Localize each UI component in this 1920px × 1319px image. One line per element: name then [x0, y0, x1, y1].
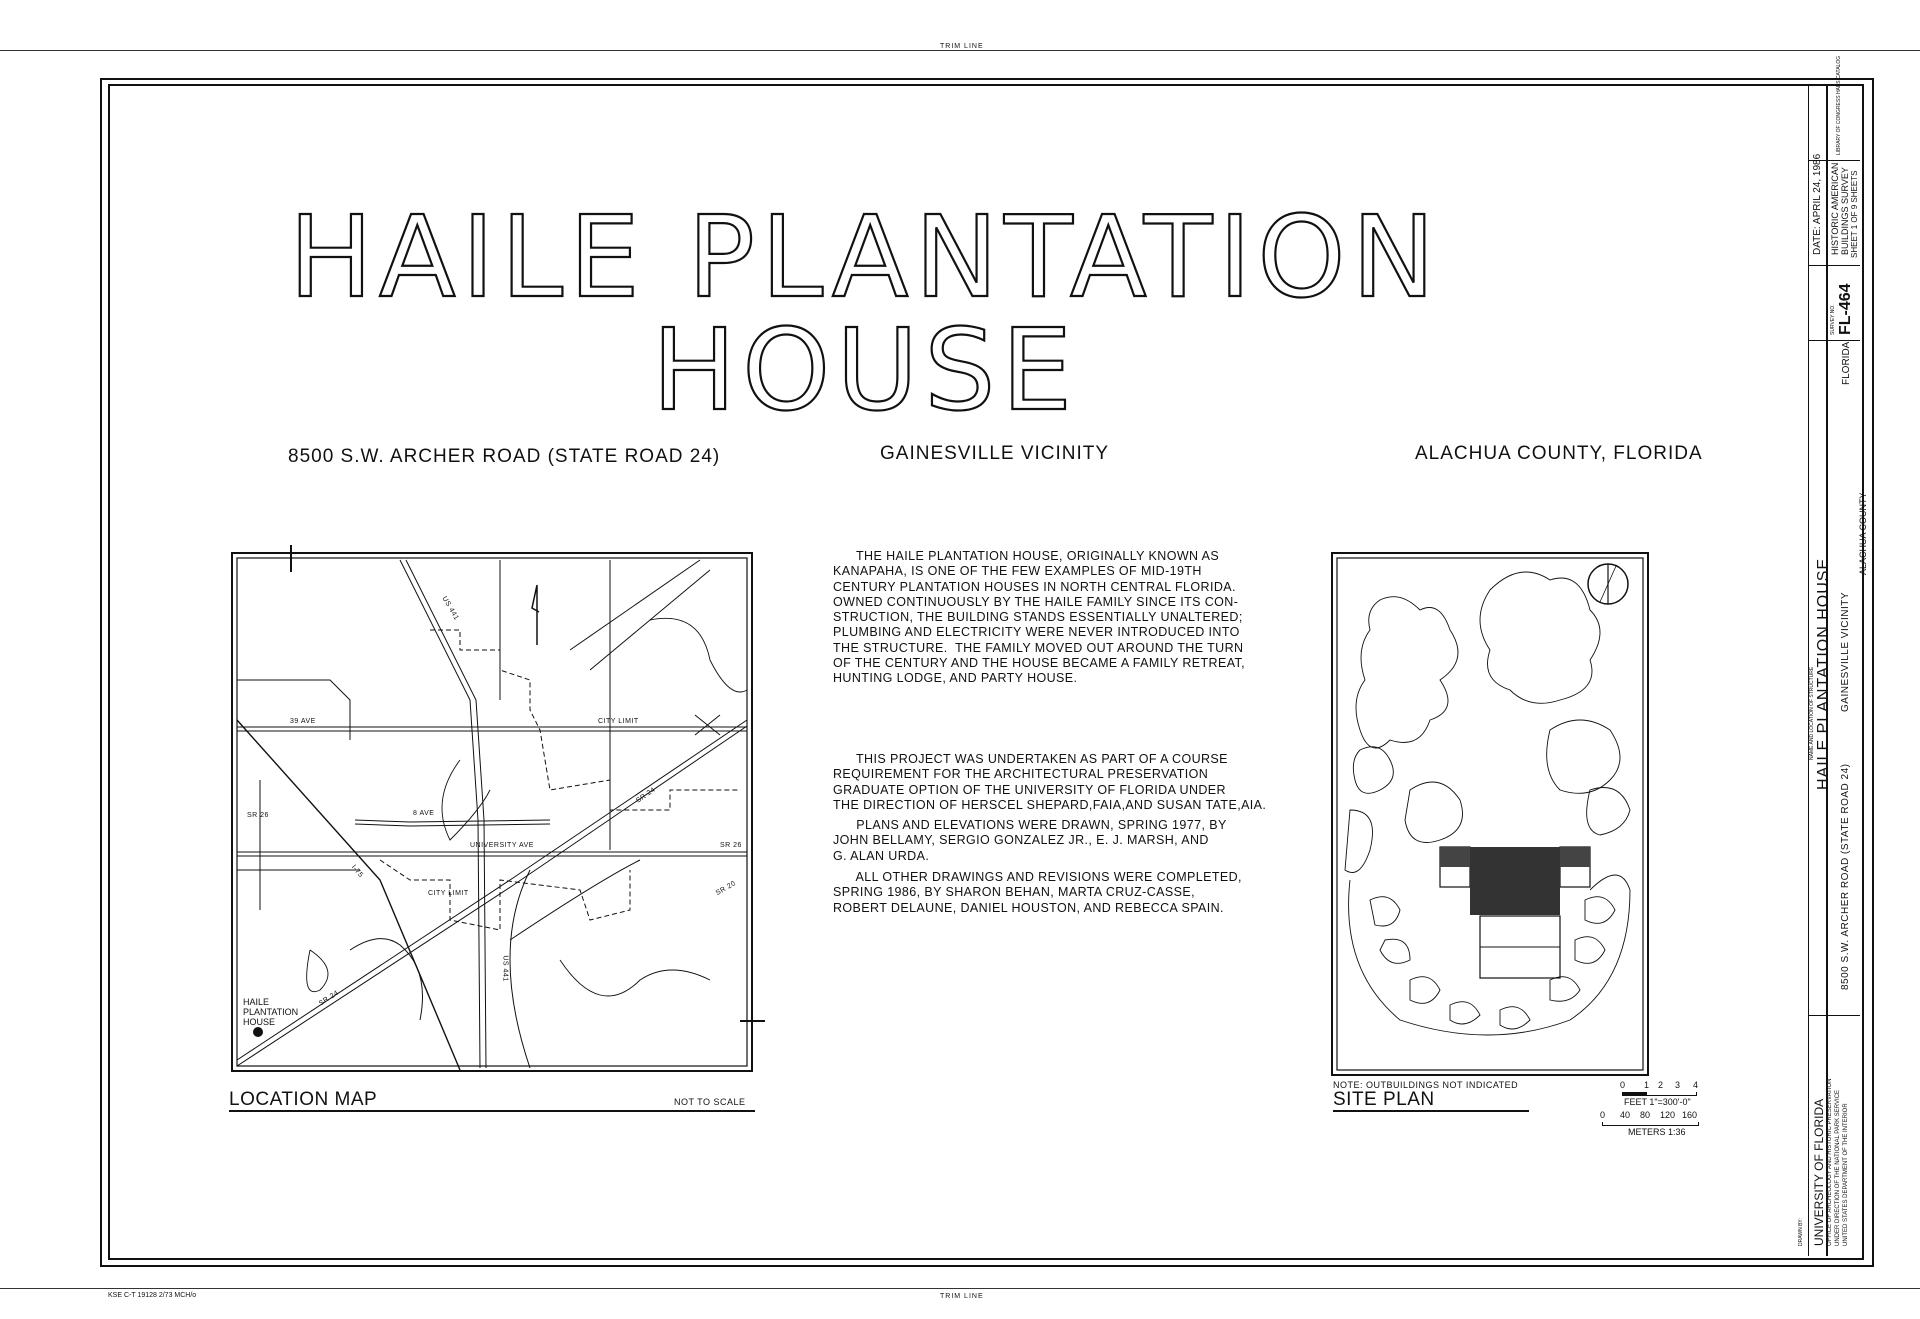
feet-tick-2: 2 [1658, 1080, 1664, 1090]
trim-line-bottom [0, 1288, 1920, 1289]
title-line-2: HOUSE [651, 306, 1079, 436]
tb-university: UNIVERSITY OF FLORIDA [1812, 1098, 1826, 1246]
map-label-us441-bottom: US 441 [501, 955, 509, 982]
map-right-tick [740, 1020, 765, 1022]
meter-tick-120: 120 [1660, 1110, 1676, 1120]
tb-survey-label: SURVEY NO. [1830, 304, 1836, 335]
map-top-tick [290, 545, 292, 572]
vicinity-text: GAINESVILLE VICINITY [880, 443, 1110, 464]
meter-label: METERS 1:36 [1628, 1127, 1686, 1137]
feet-bar [1622, 1092, 1697, 1096]
tb-structure-name: HAILE PLANTATION HOUSE [1815, 557, 1832, 790]
location-map [230, 550, 755, 1075]
location-map-caption: LOCATION MAP [229, 1089, 378, 1110]
meter-tick-80: 80 [1640, 1110, 1651, 1120]
tb-sheet: SHEET 1 OF 9 SHEETS [1850, 170, 1859, 258]
trim-label-bottom: TRIM LINE [940, 1293, 984, 1300]
feet-tick-4: 4 [1693, 1080, 1699, 1090]
meter-tick-0: 0 [1600, 1110, 1606, 1120]
site-plan-caption-rule [1333, 1110, 1529, 1112]
tb-habs-1: HISTORIC AMERICAN [1830, 162, 1840, 255]
map-label-sr26-w: SR 26 [247, 812, 269, 819]
feet-label: FEET 1"=300'-0" [1624, 1097, 1691, 1107]
site-plan-caption: SITE PLAN [1333, 1089, 1435, 1110]
map-label-sr20: SR 20 [714, 879, 738, 898]
map-label-39ave: 39 AVE [290, 718, 316, 725]
meter-tick-160: 160 [1682, 1110, 1698, 1120]
location-map-drawing [230, 550, 755, 1075]
map-label-house-line-3: HOUSE [243, 1017, 276, 1027]
county-text: ALACHUA COUNTY, FLORIDA [1415, 443, 1703, 464]
title-block-rule-3 [1808, 340, 1860, 341]
map-label-i75: I-75 [349, 863, 365, 880]
feet-tick-3: 3 [1675, 1080, 1681, 1090]
map-label-8ave: 8 AVE [413, 810, 435, 817]
trim-line-top [0, 50, 1920, 51]
tb-state: FLORIDA [1841, 341, 1852, 385]
site-plan-note: NOTE: OUTBUILDINGS NOT INDICATED [1333, 1080, 1519, 1090]
tb-drawn-by: DRAWN BY: [1798, 1218, 1804, 1246]
corner-code: KSE C-T 19128 2/73 MCH/o [108, 1292, 197, 1299]
tb-date: DATE: APRIL 24, 1986 [1812, 153, 1823, 255]
map-label-city-limit-bottom: CITY LIMIT [428, 890, 469, 897]
meter-bar [1602, 1122, 1699, 1126]
description-para-1: THE HAILE PLANTATION HOUSE, ORIGINALLY KNOWN AS KANAPAHA, IS ONE OF THE FEW EXAMPLES OF MID-19TH CENTURY PLANTATION HOUSES IN NORTH CENTRAL FLORIDA. OWNED CONTINUOUSLY BY THE HAILE FAMILY SINCE ITS CON- STRUCTION, THE BUILDING STANDS ESSENTIALLY UNALTERED; PLUMBING AND ELECTRICITY WERE NEVER INTRODUCED INTO THE STRUCTURE. THE FAMILY MOVED OUT AROUND THE TURN OF THE CENTURY AND THE HOUSE BECAME A FAMILY RETREAT, HUNTING LODGE, AND PARTY HOUSE. [833, 549, 1246, 686]
tb-office-1: OFFICE OF ARCHEOLOGY AND HISTORIC PRESERVATION [1827, 1078, 1833, 1246]
description-para-4: ALL OTHER DRAWINGS AND REVISIONS WERE COMPLETED, SPRING 1986, BY SHARON BEHAN, MARTA CRUZ-CASSE, ROBERT DELAUNE, DANIEL HOUSTON, AND REBECCA SPAIN. [833, 870, 1242, 915]
map-label-sr24-ne: SR 24 [634, 786, 657, 805]
meter-scale [1600, 1110, 1720, 1150]
feet-tick-1: 1 [1644, 1080, 1650, 1090]
description-para-3: PLANS AND ELEVATIONS WERE DRAWN, SPRING 1977, BY JOHN BELLAMY, SERGIO GONZALEZ JR., E. J. MARSH, AND G. ALAN URDA. [833, 818, 1227, 863]
map-label-university-ave: UNIVERSITY AVE [470, 842, 534, 849]
title-block-rule-2 [1808, 265, 1860, 266]
tb-habs-2: BUILDINGS SURVEY [1840, 167, 1850, 255]
map-label-city-limit-top: CITY LIMIT [598, 718, 639, 725]
tb-structure-vicinity: GAINESVILLE VICINITY [1840, 591, 1851, 712]
tb-structure-county: ALACHUA COUNTY [1858, 492, 1868, 575]
map-label-house-line-1: HAILE [243, 997, 270, 1007]
house-location-dot [253, 1027, 263, 1037]
tb-structure-label: NAME AND LOCATION OF STRUCTURE [1809, 666, 1815, 760]
tb-library-note: LIBRARY OF CONGRESS HABS CATALOG [1836, 55, 1842, 155]
trim-label-top: TRIM LINE [940, 43, 984, 50]
map-label-sr26-e: SR 26 [720, 842, 742, 849]
map-label-us441-top: US 441 [440, 595, 460, 622]
feet-tick-0: 0 [1620, 1080, 1626, 1090]
tb-office-3: UNITED STATES DEPARTMENT OF THE INTERIOR [1843, 1103, 1849, 1246]
address-text: 8500 S.W. ARCHER ROAD (STATE ROAD 24) [288, 446, 721, 467]
title-line-1: HAILE PLANTATION [288, 193, 1442, 323]
site-plan-drawing [1330, 550, 1650, 1078]
title-block-rule-4 [1808, 1015, 1860, 1016]
map-label-house [243, 997, 298, 1027]
tb-structure-address: 8500 S.W. ARCHER ROAD (STATE ROAD 24) [1840, 763, 1851, 990]
meter-tick-40: 40 [1620, 1110, 1631, 1120]
location-map-caption-rule [229, 1110, 755, 1112]
map-label-house-line-2: PLANTATION [243, 1007, 299, 1017]
location-map-scale-note: NOT TO SCALE [674, 1097, 746, 1107]
description-para-2: THIS PROJECT WAS UNDERTAKEN AS PART OF A COURSE REQUIREMENT FOR THE ARCHITECTURAL PRESERVATION GRADUATE OPTION OF THE UNIVERSITY OF FLORIDA UNDER THE DIRECTION OF HERSCEL SHEPARD,FAIA,AND SUSAN TATE,AIA. [833, 752, 1267, 812]
map-label-sr24-sw: SR 24 [317, 989, 341, 1008]
tb-office-2: UNDER DIRECTION OF THE NATIONAL PARK SERVICE [1835, 1089, 1841, 1246]
tb-survey-no: FL-464 [1837, 283, 1854, 335]
site-plan [1330, 550, 1650, 1078]
